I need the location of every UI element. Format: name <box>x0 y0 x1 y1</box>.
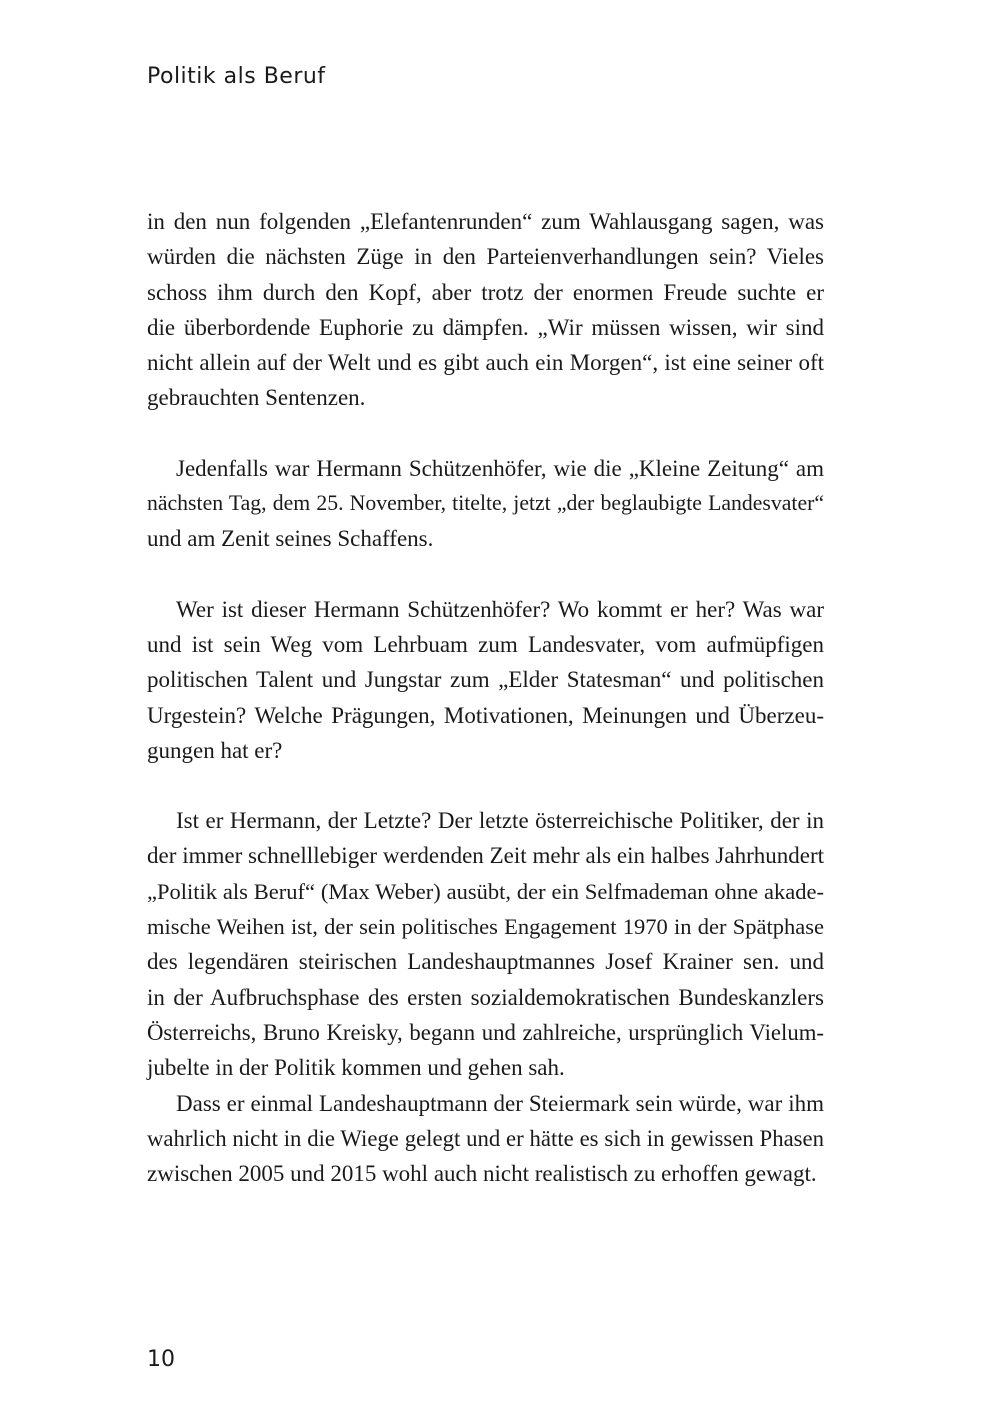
text-line: der immer schnelllebiger werdenden Zeit mehr als ein halbes Jahrhundert <box>147 843 824 869</box>
text-line: in den nun folgenden „Elefantenrunden“ zum Wahlausgang sagen, was <box>147 209 824 234</box>
text-line: würden die nächsten Züge in den Parteienverhandlungen sein? Vieles <box>147 244 824 270</box>
paragraph-2 <box>147 451 824 557</box>
text-line: Österreichs, Bruno Kreisky, begann und zahlreiche, ursprünglich Vielum- <box>147 1019 824 1045</box>
text-line: Wer ist dieser Hermann Schützenhöfer? Wo kommt er her? Was war <box>176 596 824 622</box>
text-line: wahrlich nicht in die Wiege gelegt und er hätte es sich in gewissen Phasen <box>147 1125 824 1151</box>
text-line: Dass er einmal Landeshauptmann der Steiermark sein würde, war ihm <box>176 1090 824 1116</box>
paragraph-gap <box>147 557 824 592</box>
paragraph-gap <box>147 768 824 803</box>
text-line: schoss ihm durch den Kopf, aber trotz der enormen Freude suchte er <box>147 279 824 305</box>
text-line: gebrauchten Sentenzen. <box>147 385 366 411</box>
text-line: jubelte in der Politik kommen und gehen sah. <box>147 1055 565 1081</box>
text-line: die überbordende Euphorie zu dämpfen. „Wir müssen wissen, wir sind <box>147 314 824 340</box>
running-head: Politik als Beruf <box>147 64 326 89</box>
text-line: politischen Talent und Jungstar zum „Elder Statesman“ und politischen <box>147 667 824 693</box>
paragraph-3 <box>147 592 824 768</box>
text-line: mische Weihen ist, der sein politisches Engagement 1970 in der Spätphase <box>147 914 824 940</box>
text-line: Urgestein? Welche Prägungen, Motivationen, Meinungen und Überzeu- <box>147 702 824 728</box>
text-line: gungen hat er? <box>147 737 283 763</box>
text-line: Jedenfalls war Hermann Schützenhöfer, wie die „Kleine Zeitung“ am <box>176 455 824 481</box>
paragraph-5 <box>147 1086 824 1192</box>
page-number: 10 <box>147 1347 175 1372</box>
text-line: zwischen 2005 und 2015 wohl auch nicht realistisch zu erhoffen gewagt. <box>147 1161 817 1187</box>
paragraph-gap <box>147 416 824 451</box>
paragraph-4 <box>147 803 824 1085</box>
text-line: „Politik als Beruf“ (Max Weber) ausübt, der ein Selfmademan ohne akade- <box>147 878 824 904</box>
text-line: in der Aufbruchsphase des ersten sozialdemokratischen Bundeskanzlers <box>147 984 824 1010</box>
paragraph-1 <box>147 204 824 416</box>
text-line: nicht allein auf der Welt und es gibt auch ein Morgen“, ist eine seiner oft <box>147 350 824 376</box>
text-line: des legendären steirischen Landeshauptmannes Josef Krainer sen. und <box>147 949 824 975</box>
text-line: nächsten Tag, dem 25. November, titelte, jetzt „der beglaubigte Landesvater“ <box>147 491 824 516</box>
text-line: und am Zenit seines Schaffens. <box>147 526 434 552</box>
body-text <box>147 204 824 1191</box>
text-line: und ist sein Weg vom Lehrbuam zum Landesvater, vom aufmüpfigen <box>147 631 824 657</box>
text-line: Ist er Hermann, der Letzte? Der letzte österreichische Politiker, der in <box>176 808 824 834</box>
